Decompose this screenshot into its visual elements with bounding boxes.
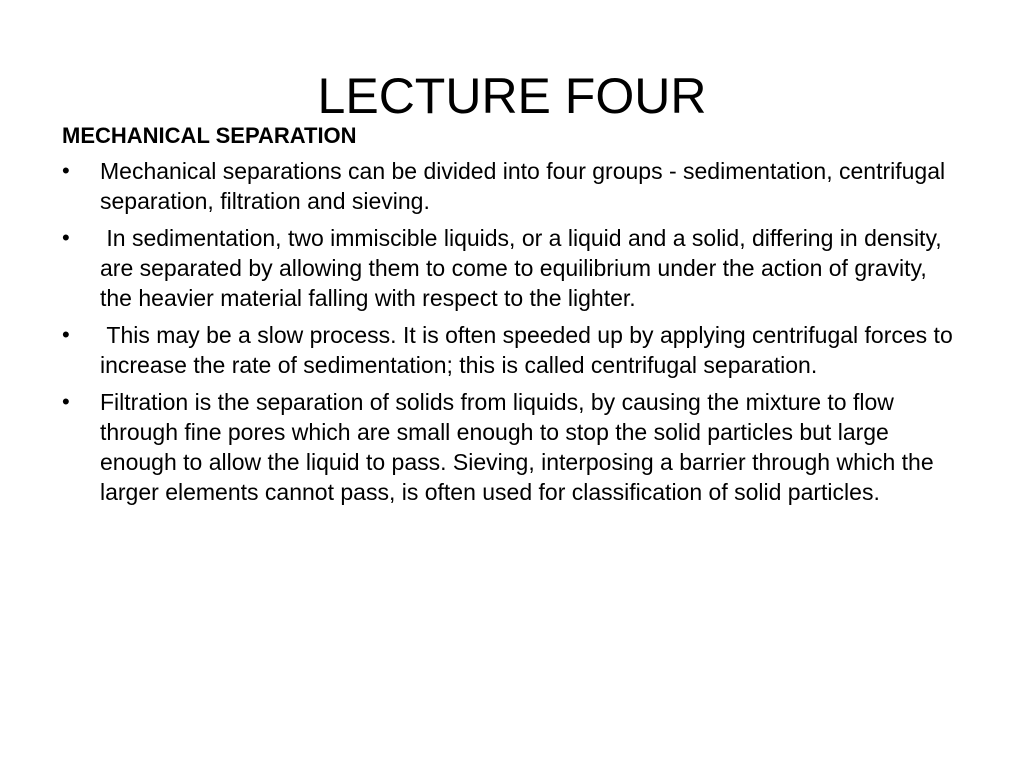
bullet-icon: • [62, 225, 70, 250]
bullet-icon: • [62, 322, 70, 347]
bullet-item-centrifugal [62, 320, 962, 380]
bullet-item-filtration [62, 387, 962, 507]
bullet-list [62, 156, 962, 507]
bullet-item-sedimentation [62, 223, 962, 313]
section-heading: MECHANICAL SEPARATION [62, 123, 357, 148]
bullet-text: Filtration is the separation of solids from liquids, by causing the mixture to flow through fine pores which are small enough to stop the solid particles but large enough to allow the liquid to pass. Sieving, interposing a barrier through which the larger elements cannot pass, is often used for classification of solid particles. [100, 389, 941, 505]
bullet-icon: • [62, 158, 70, 183]
slide-title: LECTURE FOUR [317, 68, 707, 124]
bullet-text: In sedimentation, two immiscible liquids, or a liquid and a solid, differing in density, are separated by allowing them to come to equilibrium under the action of gravity, the heavier material falling with respect to the lighter. [100, 225, 949, 311]
slide-content [62, 121, 962, 514]
bullet-text: This may be a slow process. It is often speeded up by applying centrifugal forces to increase the rate of sedimentation; this is called centrifugal separation. [100, 322, 960, 378]
bullet-icon: • [62, 389, 70, 414]
bullet-item-groups [62, 156, 962, 216]
bullet-text: Mechanical separations can be divided into four groups - sedimentation, centrifugal separation, filtration and sieving. [100, 158, 952, 214]
